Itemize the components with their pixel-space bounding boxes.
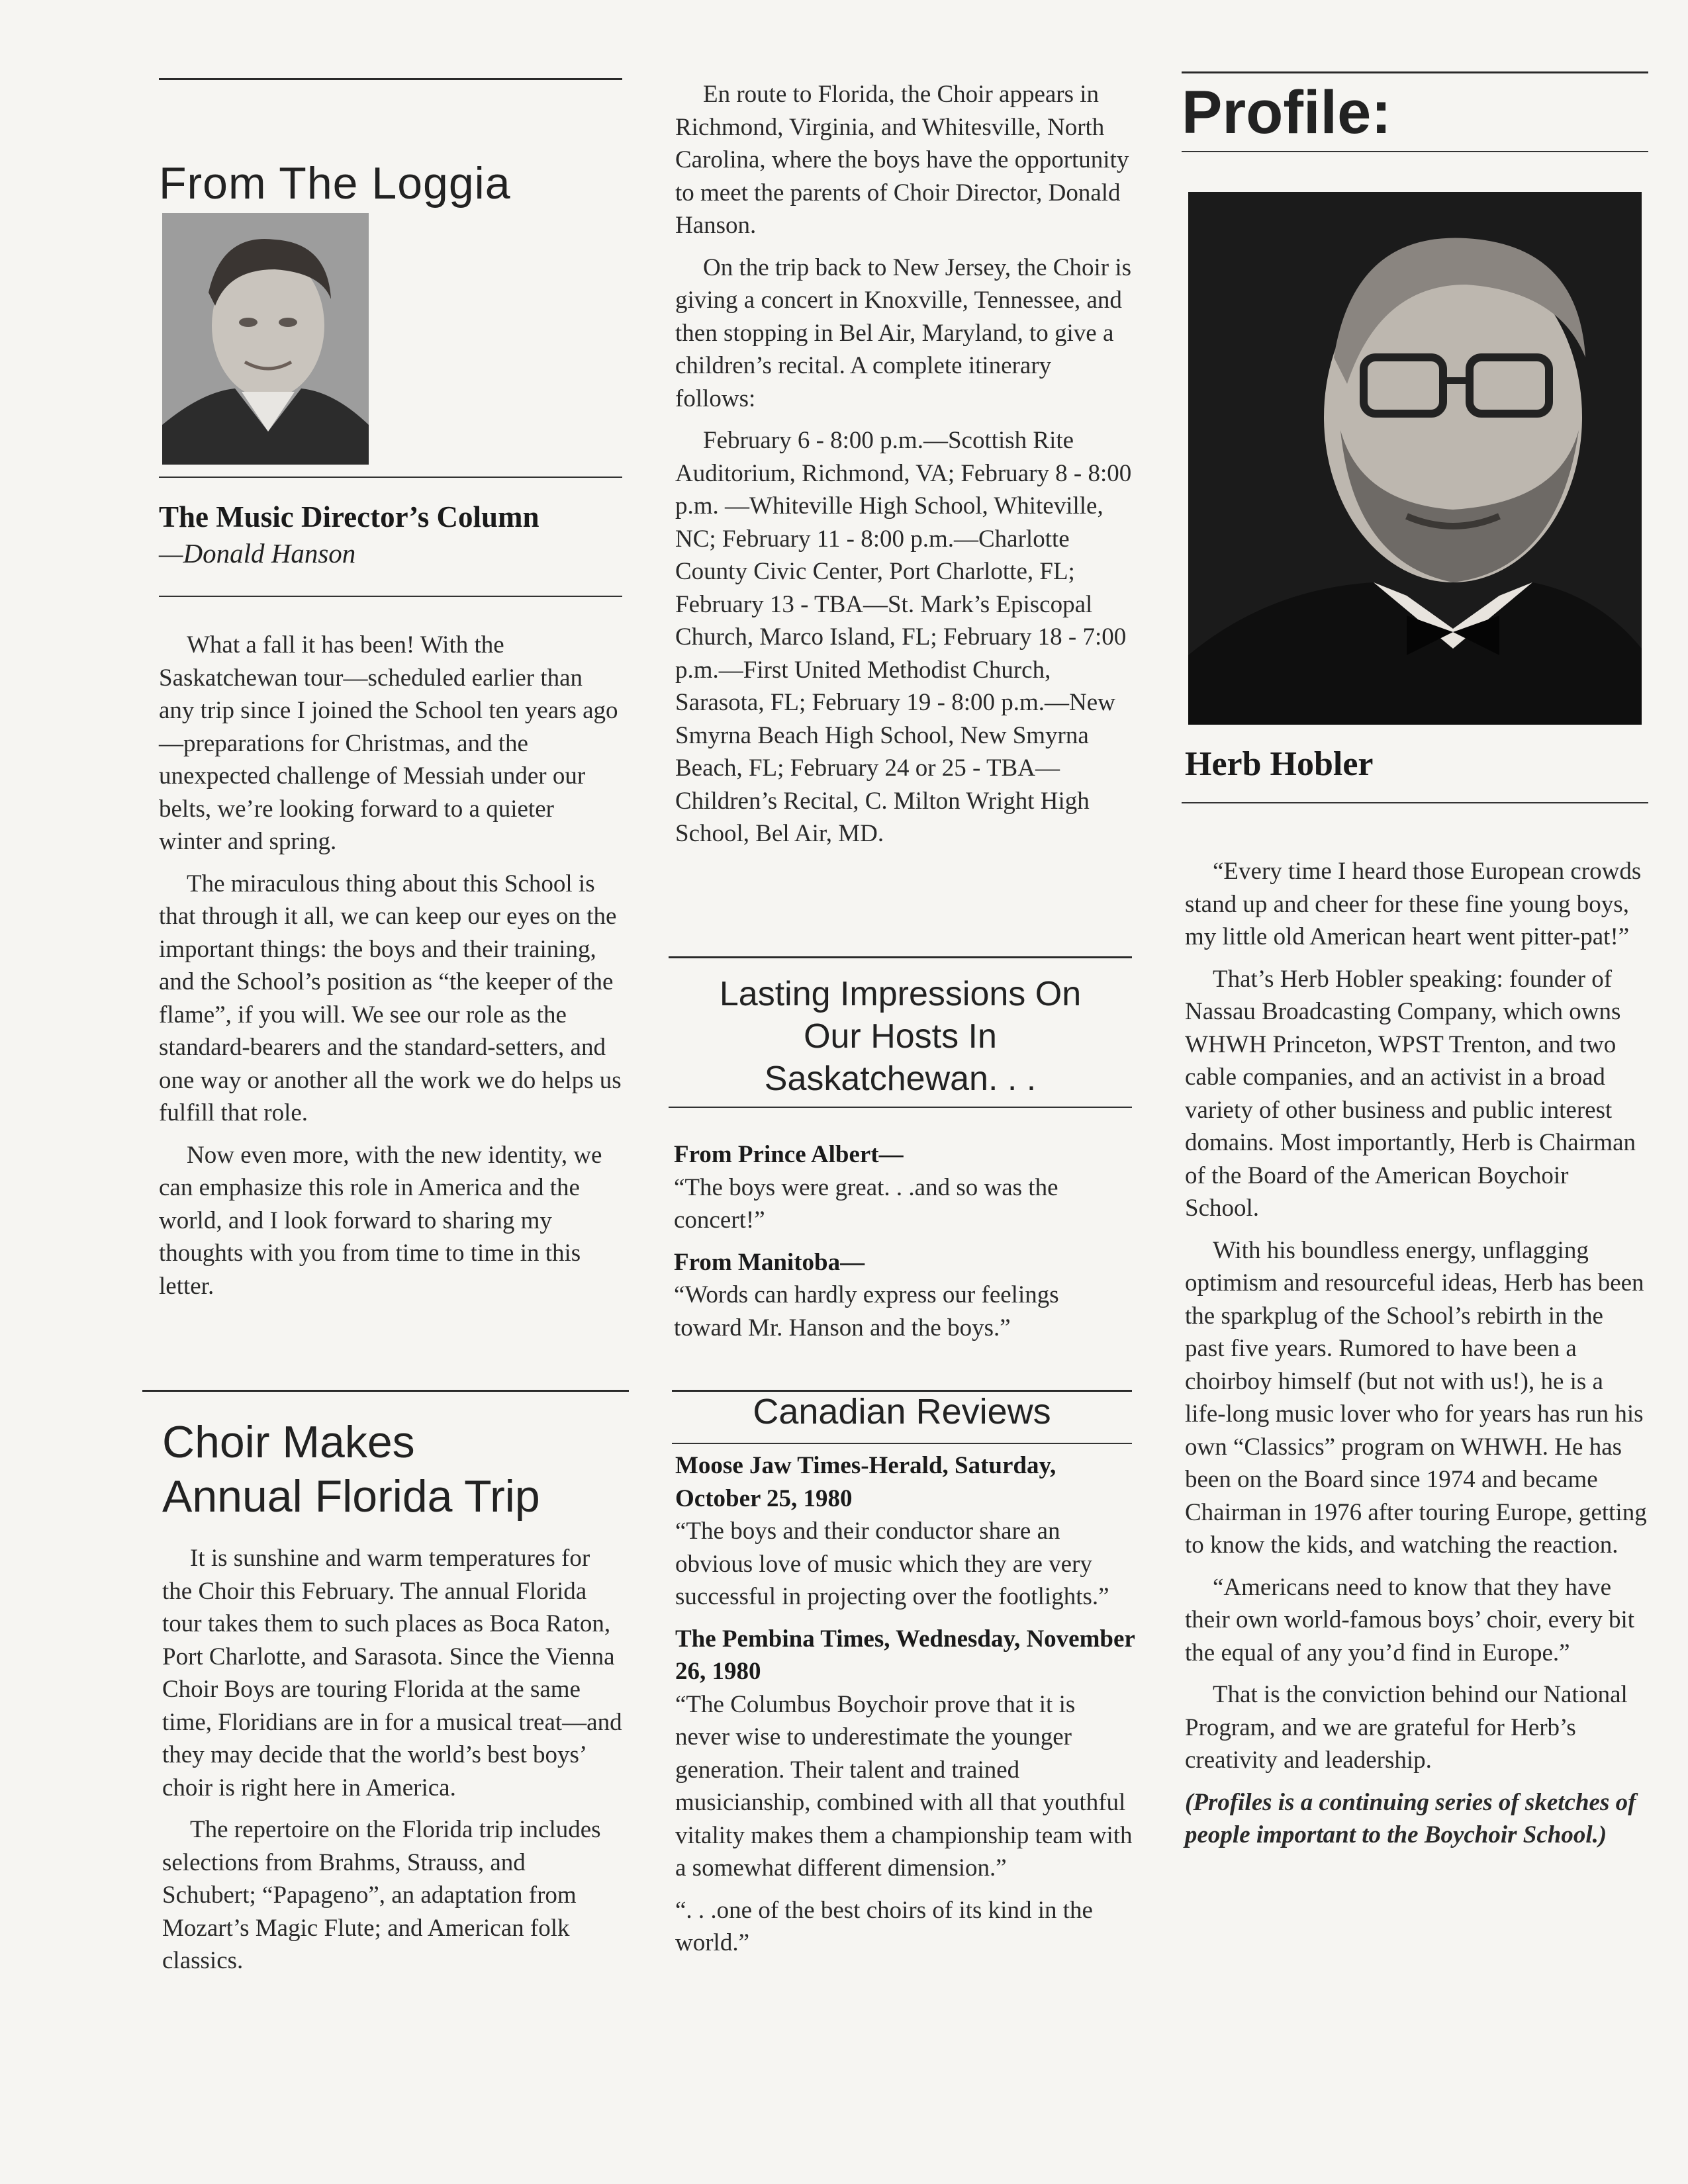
profile-name-rule [1182, 802, 1648, 803]
reviews-heading: Canadian Reviews [753, 1392, 1051, 1432]
impressions-heading-line3: Saskatchewan. . . [764, 1060, 1037, 1098]
loggia-rule-top [159, 477, 622, 478]
profile-top-rule [1182, 71, 1648, 73]
loggia-body [159, 629, 622, 1312]
impressions-body [674, 1138, 1132, 1353]
loggia-paragraph: What a fall it has been! With the Saskatchewan tour—scheduled earlier than any trip since I joined the School ten years ago—preparations for Christmas, and the unexpected challenge of Messiah under our belts, we’re looking forward to a quieter winter and spring. [159, 631, 618, 855]
profile-heading: Profile: [1182, 79, 1391, 146]
impressions-top-rule [669, 956, 1132, 958]
florida-heading-line2: Annual Florida Trip [162, 1471, 540, 1522]
review-quote: “The boys and their conductor share an obvious love of music which they are very successful in projecting over the footlights.” [675, 1518, 1109, 1610]
profile-paragraph: That’s Herb Hobler speaking: founder of Nassau Broadcasting Company, which owns WHWH Princeton, WPST Trenton, and two cable companies, and an activist in a broad variety of other business and public interest domains. Most importantly, Herb is Chairman of the Board of the American Boychoir School. [1185, 965, 1636, 1222]
impression-quote: “Words can hardly express our feelings toward Mr. Hanson and the boys.” [674, 1281, 1059, 1342]
profile-paragraph: With his boundless energy, unflagging optimism and resourceful ideas, Herb has been the sparkplug of the School’s rebirth in the past five years. Rumored to have been a choirboy himself (but not with us!), he is a life-long music lover who for years has run his own “Classics” program on WHWH. He has been on the Board since 1974 and became Chairman in 1976 after touring Europe, getting to know the kids, and watching the reaction. [1185, 1236, 1647, 1559]
column-byline: —Donald Hanson [159, 538, 356, 569]
review-source: The Pembina Times, Wednesday, November 26, 1980 [675, 1625, 1135, 1685]
profile-paragraph: “Every time I heard those European crowds stand up and cheer for these fine young boys, my little old American heart went pitter-pat!” [1185, 858, 1642, 950]
florida-paragraph: The repertoire on the Florida trip includes selections from Brahms, Strauss, and Schubert; “Papageno”, an adaptation from Mozart’s Magic Flute; and American folk classics. [162, 1816, 601, 1974]
top-rule-col1 [159, 78, 622, 80]
loggia-paragraph: The miraculous thing about this School is that through it all, we can keep our eyes on the important things: the boys and their training, and the School’s position as “the keeper of the flame”, if you will. We see our role as the standard-bearers and the standard-setters, and one way or another all the work we do helps us fulfill that role. [159, 870, 622, 1126]
profile-portrait-photo [1188, 192, 1642, 725]
impression-source: From Prince Albert— [674, 1141, 904, 1168]
column-title: The Music Director’s Column [159, 500, 539, 533]
profile-paragraph: “Americans need to know that they have their own world-famous boys’ choir, every bit the equal of any you’d find in Europe.” [1185, 1573, 1635, 1666]
director-portrait-photo [162, 213, 369, 465]
profile-name: Herb Hobler [1185, 745, 1374, 783]
reviews-body [675, 1449, 1135, 1969]
florida-heading-line1: Choir Makes [162, 1417, 415, 1467]
impression-quote: “The boys were great. . .and so was the concert!” [674, 1173, 1058, 1234]
profile-paragraph: That is the conviction behind our National Program, and we are grateful for Herb’s creativity and leadership. [1185, 1681, 1628, 1774]
florida-top-rule [142, 1390, 629, 1392]
florida-body [162, 1542, 622, 1987]
florida-paragraph: En route to Florida, the Choir appears in Richmond, Virginia, and Whitesville, North Carolina, where the boys have the opportunity to meet the parents of Choir Director, Donald Hanson. [675, 81, 1129, 239]
florida-body-continued [675, 78, 1132, 860]
profile-series-note: (Profiles is a continuing series of sketches of people important to the Boychoir School.) [1185, 1788, 1636, 1848]
impressions-heading-line2: Our Hosts In [804, 1017, 997, 1056]
impressions-bottom-rule [669, 1107, 1132, 1108]
profile-heading-rule [1182, 151, 1648, 152]
impression-source: From Manitoba— [674, 1248, 865, 1276]
review-source: Moose Jaw Times-Herald, Saturday, October 25, 1980 [675, 1452, 1056, 1512]
profile-body [1185, 855, 1648, 1861]
itinerary-paragraph: February 6 - 8:00 p.m.—Scottish Rite Auditorium, Richmond, VA; February 8 - 8:00 p.m. —Whiteville High School, Whiteville, NC; February 11 - 8:00 p.m.—Charlotte County Civic Center, Port Charlotte, FL; February 13 - TBA—St. Mark’s Episcopal Church, Marco Island, FL; February 18 - 7:00 p.m.—First United Methodist Church, Sarasota, FL; February 19 - 8:00 p.m.—New Smyrna Beach High School, New Smyrna Beach, FL; February 24 or 25 - TBA—Children’s Recital, C. Milton Wright High School, Bel Air, MD. [675, 427, 1132, 847]
review-quote: “The Columbus Boychoir prove that it is never wise to underestimate the younger generation. Their talent and trained musicianship, combined with all that youthful vitality makes them a championship team with a somewhat different dimension.” [675, 1690, 1133, 1882]
reviews-bottom-rule [672, 1443, 1132, 1444]
loggia-heading: From The Loggia [159, 158, 511, 208]
florida-paragraph: It is sunshine and warm temperatures for the Choir this February. The annual Florida tour takes them to such places as Boca Raton, Port Charlotte, and Sarasota. Since the Vienna Choir Boys are touring Florida at the same time, Floridians are in for a musical treat—and they may decide that the world’s best boys’ choir is right here in America. [162, 1545, 622, 1801]
impressions-heading [669, 973, 1132, 1100]
review-closing-quote: “. . .one of the best choirs of its kind in the world.” [675, 1896, 1093, 1956]
loggia-rule-bottom [159, 596, 622, 597]
impressions-heading-line1: Lasting Impressions On [719, 975, 1082, 1013]
loggia-paragraph: Now even more, with the new identity, we can emphasize this role in America and the world, and I look forward to sharing my thoughts with you from time to time in this letter. [159, 1141, 602, 1300]
florida-paragraph: On the trip back to New Jersey, the Choir is giving a concert in Knoxville, Tennessee, and then stopping in Bel Air, Maryland, to give a children’s recital. A complete itinerary follows: [675, 253, 1132, 412]
